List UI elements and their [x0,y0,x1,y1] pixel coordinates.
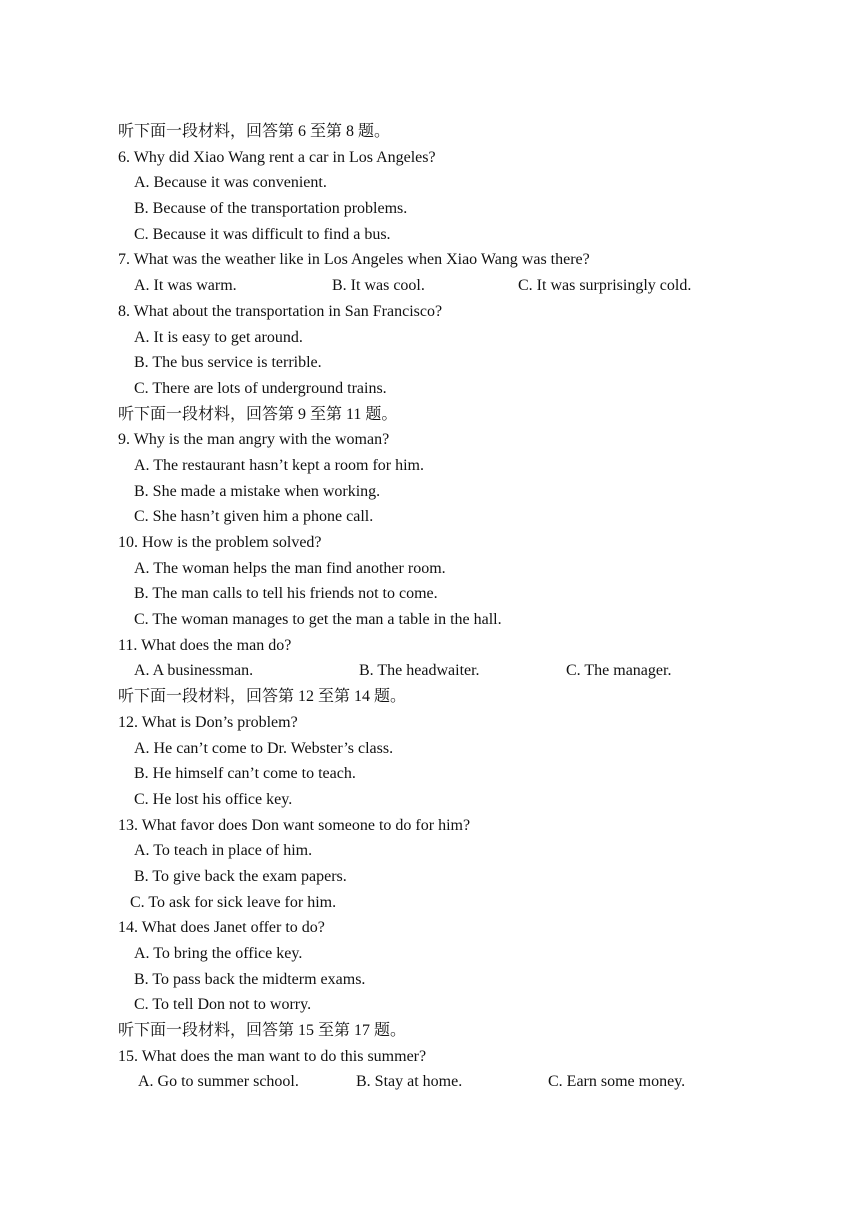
option-14c: C. To tell Don not to worry. [134,996,312,1014]
option-11c: C. The manager. [566,662,672,680]
question-12: 12. What is Don’s problem? [118,713,298,731]
question-11: 11. What does the man do? [118,636,292,654]
option-14a: A. To bring the office key. [134,945,303,962]
question-8: 8. What about the transportation in San Francisco? [118,302,443,320]
option-11a: A. A businessman. [134,662,254,680]
options-row-15 [0,1069,860,1095]
question-10: 10. How is the problem solved? [118,534,322,551]
option-10a: A. The woman helps the man find another room. [134,559,446,577]
option-12a: A. He can’t come to Dr. Webster’s class. [134,739,394,757]
option-6b: B. Because of the transportation problems. [134,200,408,218]
option-10b: B. The man calls to tell his friends not to come. [134,585,438,603]
question-9: 9. Why is the man angry with the woman? [118,431,390,449]
option-12c: C. He lost his office key. [134,790,293,808]
section-heading: 听下面一段材料，回答第 15 至第 17 题。 [118,1022,407,1040]
option-8b: B. The bus service is terrible. [134,354,322,372]
option-6a: A. Because it was convenient. [134,174,327,192]
options-row-11 [0,658,860,684]
question-6: 6. Why did Xiao Wang rent a car in Los Angeles? [118,148,436,166]
question-14: 14. What does Janet offer to do? [118,919,325,937]
section-heading: 听下面一段材料，回答第 6 至第 8 题。 [118,123,391,140]
option-11b: B. The headwaiter. [359,662,480,680]
option-7c: C. It was surprisingly cold. [518,277,692,295]
option-8a: A. It is easy to get around. [134,328,303,346]
option-6c: C. Because it was difficult to find a bus. [134,225,391,243]
option-13a: A. To teach in place of him. [134,842,313,860]
option-7b: B. It was cool. [332,277,425,295]
option-15c: C. Earn some money. [548,1073,686,1091]
question-13: 13. What favor does Don want someone to do for him? [118,816,471,834]
exam-page [0,119,860,1095]
section-heading: 听下面一段材料，回答第 12 至第 14 题。 [118,688,407,706]
option-13c: C. To ask for sick leave for him. [130,893,337,911]
option-9b: B. She made a mistake when working. [134,482,381,500]
option-9c: C. She hasn’t given him a phone call. [134,508,374,526]
option-14b: B. To pass back the midterm exams. [134,970,366,988]
option-12b: B. He himself can’t come to teach. [134,765,356,783]
option-10c: C. The woman manages to get the man a table in the hall. [134,611,502,629]
option-7a: A. It was warm. [134,277,237,295]
option-9a: A. The restaurant hasn’t kept a room for him. [134,456,424,474]
option-13b: B. To give back the exam papers. [134,867,347,885]
option-8c: C. There are lots of underground trains. [134,379,387,397]
question-7: 7. What was the weather like in Los Angeles when Xiao Wang was there? [118,251,590,269]
section-heading: 听下面一段材料，回答第 9 至第 11 题。 [118,405,398,423]
question-15: 15. What does the man want to do this summer? [118,1047,427,1065]
option-15b: B. Stay at home. [356,1073,463,1091]
option-15a: A. Go to summer school. [138,1073,299,1091]
options-row-7 [0,273,860,299]
